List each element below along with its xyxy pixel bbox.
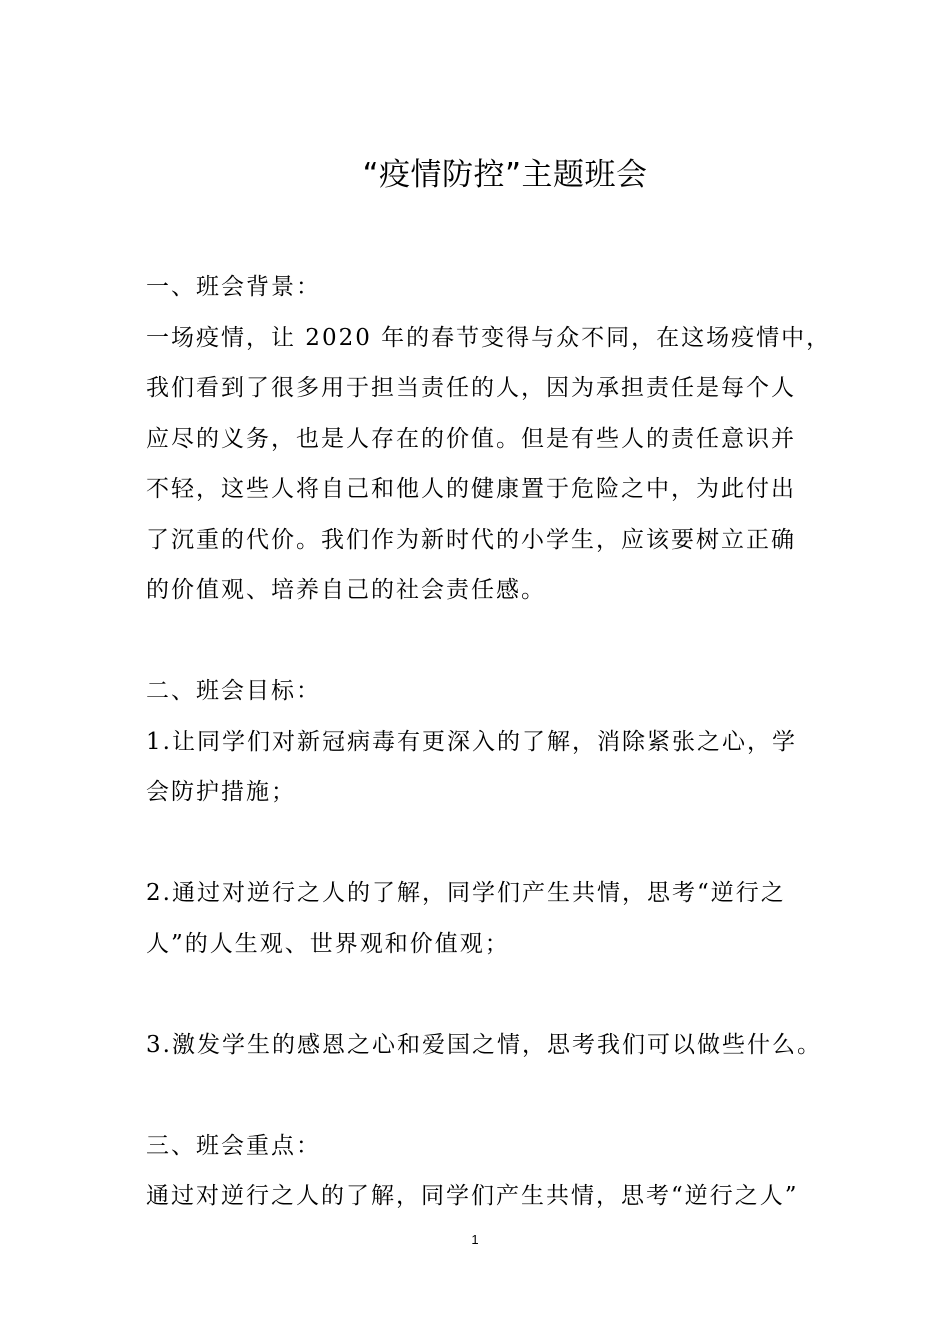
paragraph-spacer xyxy=(146,969,836,1020)
goal-item-2-line: 2.通过对逆行之人的了解，同学们产生共情，思考“逆行之 xyxy=(146,880,786,906)
section-heading-goals: 二、班会目标： xyxy=(146,678,321,704)
paragraph-line: 我们看到了很多用于担当责任的人，因为承担责任是每个人 xyxy=(146,375,796,401)
page-number: 1 xyxy=(471,1232,479,1247)
section-heading-background: 一、班会背景： xyxy=(146,274,321,300)
paragraph-spacer xyxy=(146,616,836,667)
paragraph-spacer xyxy=(146,1070,836,1121)
paragraph-line: 了沉重的代价。我们作为新时代的小学生，应该要树立正确 xyxy=(146,526,796,553)
paragraph-line: 应尽的义务，也是人存在的价值。但是有些人的责任意识并 xyxy=(146,425,796,452)
document-title: “疫情防控”主题班会 xyxy=(362,157,648,193)
goal-item-1-line: 1.让同学们对新冠病毒有更深入的了解，消除紧张之心，学 xyxy=(146,728,797,755)
paragraph-spacer xyxy=(146,818,836,869)
section-heading-focus: 三、班会重点： xyxy=(146,1132,321,1159)
goal-item-3-line: 3.激发学生的感恩之心和爱国之情，思考我们可以做些什么。 xyxy=(146,1031,822,1058)
goal-item-2-line: 人”的人生观、世界观和价值观； xyxy=(146,930,510,957)
paragraph-line: 的价值观、培养自己的社会责任感。 xyxy=(146,577,546,603)
goal-item-1-line: 会防护措施； xyxy=(146,779,296,805)
paragraph-line: 不轻，这些人将自己和他人的健康置于危险之中，为此付出 xyxy=(146,476,796,502)
paragraph-line: 通过对逆行之人的了解，同学们产生共情，思考“逆行之人” xyxy=(146,1183,799,1209)
document-body xyxy=(146,262,836,1222)
paragraph-line: 一场疫情，让 2020 年的春节变得与众不同，在这场疫情中， xyxy=(146,324,832,351)
